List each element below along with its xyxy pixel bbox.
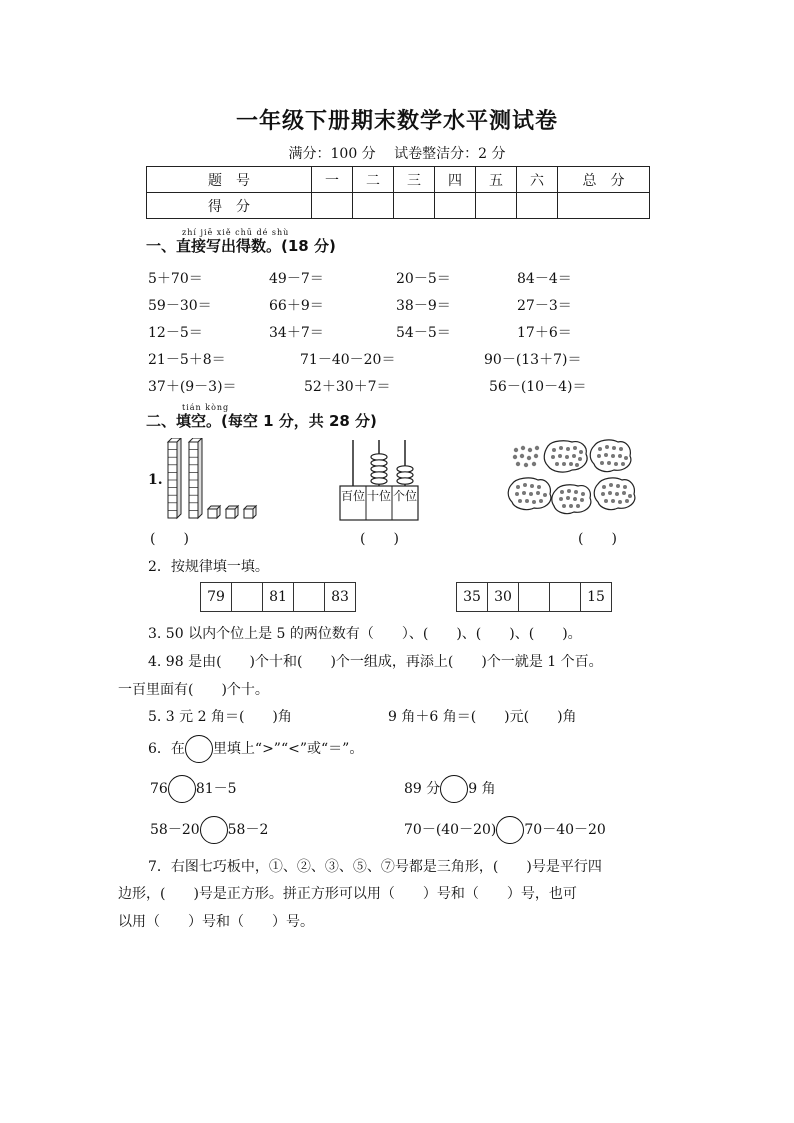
- compare-item: [150, 774, 237, 804]
- equation: 59－30＝: [148, 298, 212, 314]
- compare-item: [404, 774, 496, 804]
- score-input-cell[interactable]: [394, 193, 435, 219]
- compare-circle-blank[interactable]: [200, 816, 228, 844]
- q2-text: 2．按规律填一填。: [148, 559, 269, 575]
- score-input-cell[interactable]: [476, 193, 517, 219]
- equation: 56－(10－4)＝: [489, 379, 587, 395]
- section2-heading: 二、填空。(每空 1 分，共 28 分): [146, 412, 377, 430]
- abacus-label-tens: 十位: [366, 489, 391, 503]
- page-subtitle: 满分：100 分 试卷整洁分：2 分: [288, 146, 506, 162]
- unit-cube-icon: [244, 506, 256, 518]
- sequence-blank-cell[interactable]: [294, 583, 325, 612]
- equation: 21－5＋8＝: [148, 352, 226, 368]
- compare-circle-icon: [185, 735, 213, 763]
- dot-group-blob: [590, 440, 631, 472]
- q6-suffix: 里填上“>”“<”或“＝”。: [212, 741, 364, 757]
- sequence-cell: 81: [263, 583, 294, 612]
- sequence-cell: 30: [488, 583, 519, 612]
- compare-circle-blank[interactable]: [440, 775, 468, 803]
- score-input-cell[interactable]: [312, 193, 353, 219]
- q5-text-a: 5. 3 元 2 角＝( )角: [148, 709, 292, 725]
- equation: 84－4＝: [517, 271, 572, 287]
- section1-heading: 一、直接写出得数。(18 分): [146, 237, 336, 255]
- abacus-beads-ones: [397, 466, 413, 484]
- compare-item: [404, 815, 606, 845]
- equation: 49－7＝: [269, 271, 324, 287]
- compare-right: 81－5: [195, 781, 237, 797]
- score-table-cell: 三: [394, 167, 435, 193]
- abacus-label-hundreds: 百位: [340, 489, 365, 503]
- ten-rod-icon: [168, 438, 181, 518]
- abacus-label-ones: 个位: [392, 489, 417, 503]
- score-table-cell: 总 分: [558, 167, 650, 193]
- score-table-cell: 二: [353, 167, 394, 193]
- compare-left: 76: [150, 781, 168, 797]
- score-table-cell: 得 分: [147, 193, 312, 219]
- dot-group-blob: [552, 485, 591, 514]
- score-table-cell: 题 号: [147, 167, 312, 193]
- score-input-cell[interactable]: [517, 193, 558, 219]
- ten-rod-icon: [189, 438, 202, 518]
- score-input-cell[interactable]: [435, 193, 476, 219]
- sequence-cell: 35: [457, 583, 488, 612]
- q7-text-line1: 7．右图七巧板中，①、②、③、⑤、⑦号都是三角形，( )号是平行四: [148, 859, 602, 875]
- compare-right: 9 角: [468, 781, 496, 797]
- q5-text-b: 9 角＋6 角＝( )元( )角: [388, 709, 577, 725]
- sequence-table-1: [200, 582, 356, 612]
- unit-cube-icon: [226, 506, 238, 518]
- compare-left: 89 分: [404, 781, 441, 797]
- dot-group-blob: [544, 441, 587, 472]
- equation: 37＋(9－3)＝: [148, 379, 237, 395]
- dot-groups-figure: [506, 436, 640, 522]
- sequence-blank-cell[interactable]: [519, 583, 550, 612]
- equation: 52＋30＋7＝: [304, 379, 391, 395]
- score-table-header-row: [147, 167, 650, 193]
- score-table-cell: 六: [517, 167, 558, 193]
- equation: 34＋7＝: [269, 325, 324, 341]
- unit-cube-icon: [208, 506, 220, 518]
- score-table-cell: 四: [435, 167, 476, 193]
- abacus-beads-tens: [371, 454, 387, 484]
- q1-label: 1.: [148, 472, 163, 488]
- equation: 5＋70＝: [148, 271, 203, 287]
- q4-text-line2: 一百里面有( )个十。: [118, 682, 269, 698]
- score-input-cell[interactable]: [353, 193, 394, 219]
- score-table-cell: 五: [476, 167, 517, 193]
- compare-left: 58－20: [150, 822, 200, 838]
- compare-right: 70－40－20: [524, 822, 606, 838]
- equation: 38－9＝: [396, 298, 451, 314]
- answer-blank[interactable]: ( ): [150, 531, 189, 547]
- q3-text: 3. 50 以内个位上是 5 的两位数有（ ）、( )、( )、( )。: [148, 626, 582, 642]
- compare-left: 70－(40－20): [404, 822, 497, 838]
- equation: 54－5＝: [396, 325, 451, 341]
- q7-text-line2: 边形，( )号是正方形。拼正方形可以用（ ）号和（ ）号，也可: [118, 886, 577, 902]
- equation: 17＋6＝: [517, 325, 572, 341]
- equation: 20－5＝: [396, 271, 451, 287]
- dot-group-blob: [594, 478, 635, 510]
- q4-text-line1: 4. 98 是由( )个十和( )个一组成，再添上( )个一就是 1 个百。: [148, 654, 603, 670]
- base-ten-blocks-figure: [166, 438, 266, 522]
- equation: 71－40－20＝: [300, 352, 396, 368]
- loose-dots: [513, 446, 539, 467]
- q6-prefix: 6．在: [148, 741, 185, 757]
- score-table-cell: 一: [312, 167, 353, 193]
- compare-circle-blank[interactable]: [496, 816, 524, 844]
- q7-text-line3: 以用（ ）号和（ ）号。: [118, 914, 314, 930]
- q6-instruction: [148, 734, 363, 764]
- section2-pinyin: tián kòng: [182, 403, 230, 412]
- score-table-score-row: [147, 193, 650, 219]
- equation: 90－(13＋7)＝: [484, 352, 582, 368]
- page-title: 一年级下册期末数学水平测试卷: [235, 109, 558, 134]
- compare-right: 58－2: [227, 822, 269, 838]
- sequence-cell: 79: [201, 583, 232, 612]
- equation: 66＋9＝: [269, 298, 324, 314]
- compare-circle-blank[interactable]: [168, 775, 196, 803]
- section1-pinyin: zhí jiē xiě chū dé shù: [182, 228, 290, 237]
- score-input-cell[interactable]: [558, 193, 650, 219]
- answer-blank[interactable]: ( ): [578, 531, 617, 547]
- sequence-cell: 83: [325, 583, 356, 612]
- sequence-blank-cell[interactable]: [550, 583, 581, 612]
- abacus-figure: [336, 438, 422, 522]
- equation: 27－3＝: [517, 298, 572, 314]
- compare-item: [150, 815, 268, 845]
- sequence-table-2: [456, 582, 612, 612]
- dot-group-blob: [508, 478, 551, 510]
- sequence-cell: 15: [581, 583, 612, 612]
- sequence-blank-cell[interactable]: [232, 583, 263, 612]
- equation: 12－5＝: [148, 325, 203, 341]
- answer-blank[interactable]: ( ): [360, 531, 399, 547]
- score-table: [146, 166, 650, 219]
